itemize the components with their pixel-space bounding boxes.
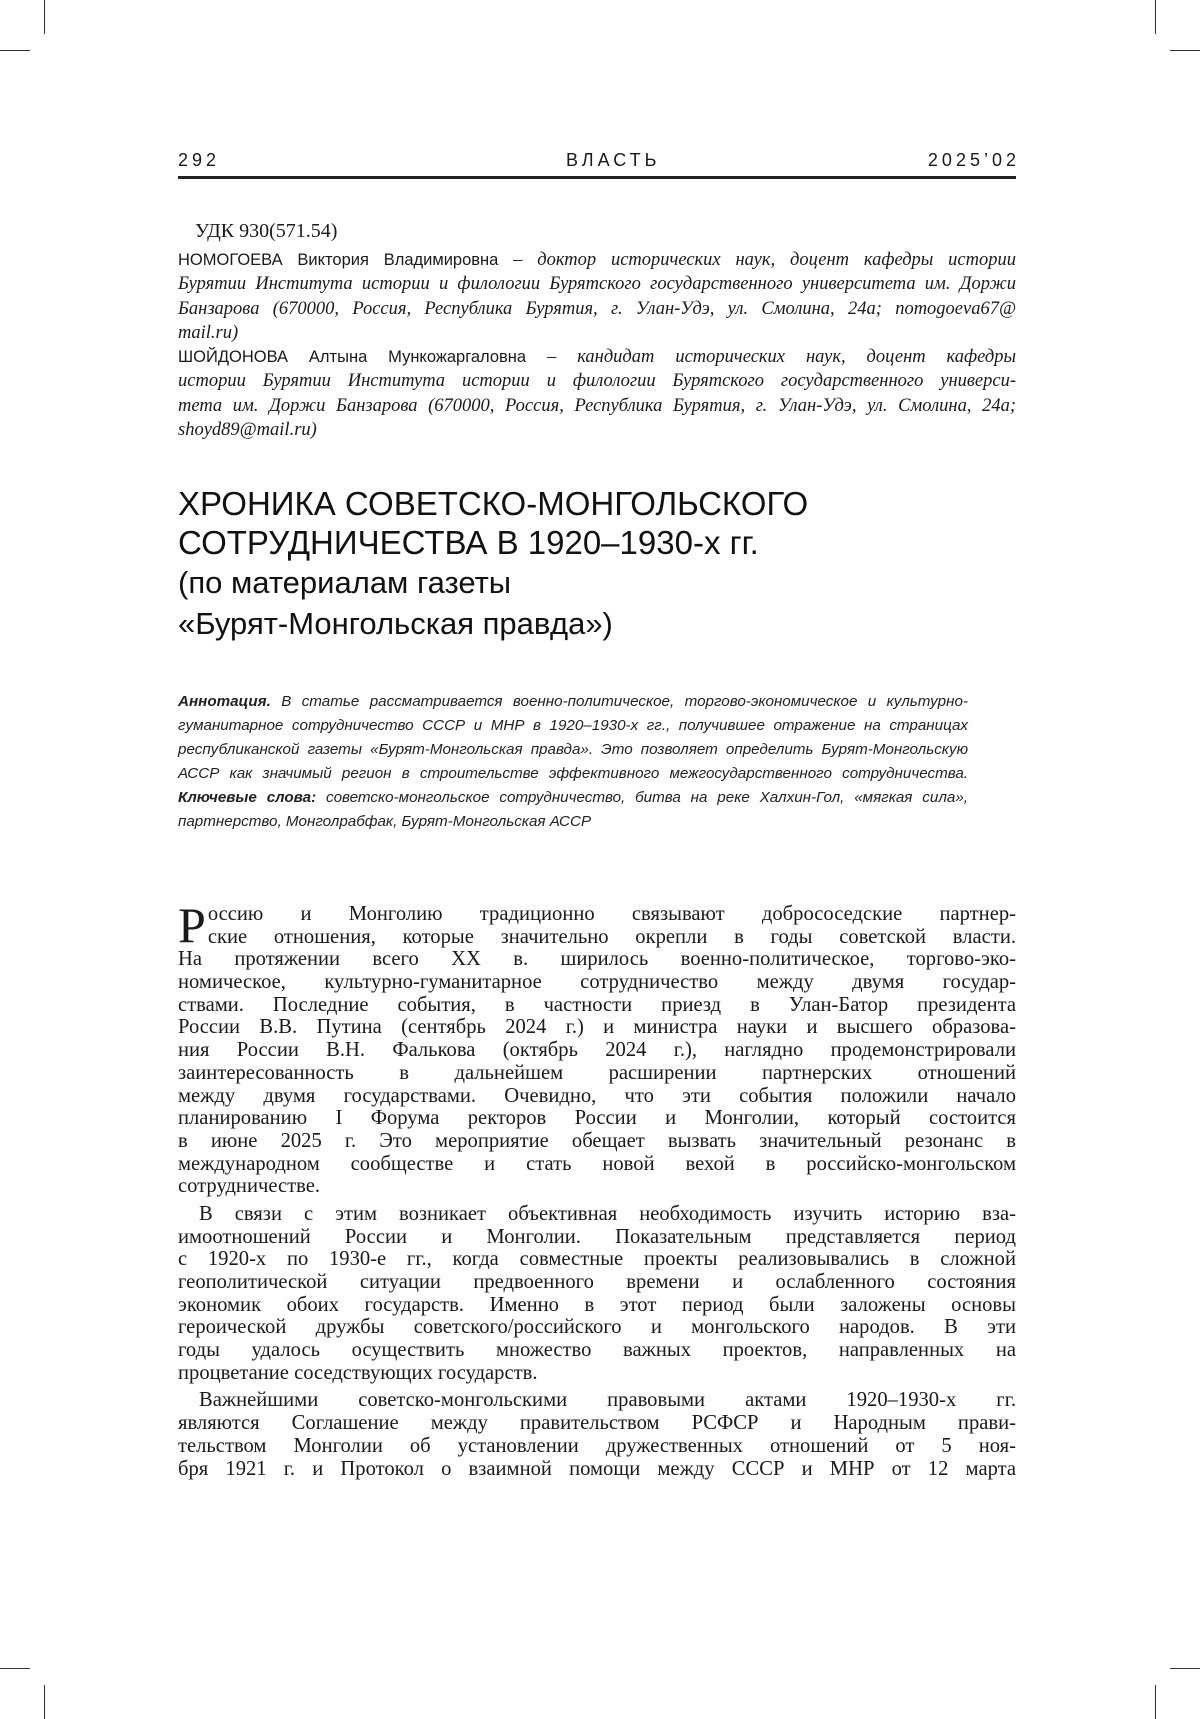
body-line: бря 1921 г. и Протокол о взаимной помощи между СССР и МНР от 12 марта <box>178 1457 1016 1480</box>
page-number: 292 <box>178 150 221 170</box>
body-line: оссию и Монголию традиционно связывают добрососедские партнер- <box>207 903 1016 925</box>
article-body <box>178 897 1016 1485</box>
body-line: ствами. Последние события, в частности приезд в Улан-Батор президента <box>178 993 1016 1016</box>
body-line: имоотношений России и Монголии. Показательным представляется период <box>178 1225 1016 1248</box>
author-line: shoyd89@mail.ru) <box>178 420 317 441</box>
author-name: НОМОГОЕВА Виктория Владимировна <box>178 251 499 269</box>
crop-mark <box>1155 0 1156 34</box>
body-line: годы удалось осуществить множество важных проектов, направленных на <box>178 1339 1016 1362</box>
body-line: в июне 2025 г. Это мероприятие обещает вызвать значительный резонанс в <box>178 1129 1016 1152</box>
author-line: Бурятии Института истории и филологии Бурятского государственного университета им. Доржи <box>178 274 1016 295</box>
crop-mark <box>1155 1685 1156 1719</box>
body-line: номическое, культурно-гуманитарное сотрудничество между двумя государ- <box>178 971 1016 994</box>
author-line: ШОЙДОНОВА Алтына Мункожаргаловна – кандидат исторических наук, доцент кафедры <box>178 347 1016 368</box>
journal-name: ВЛАСТЬ <box>566 150 661 170</box>
paragraph <box>178 1203 1016 1385</box>
body-line: Важнейшими советско-монгольскими правовыми актами 1920–1930-х гг. <box>199 1389 1016 1412</box>
keywords: Ключевые слова: советско-монгольское сотрудничество, битва на реке Халхин-Гол, «мягкая сила», <box>178 789 968 806</box>
title-line: (по материалам газеты <box>178 565 512 600</box>
abstract: Аннотация. В статье рассматривается военно-политическое, торгово-экономическое и культурно- гуманитарное сотрудничество СССР и МНР в 1920–1930-х гг., получившее отражение на страницах республиканской газеты «Бурят-Монгольская правда». Это позволяет определить Бурят-Монгольскую АССР как значимый регион в строительстве эффективного межгосударственного сотрудничества. Ключевые слова: советско-монгольское сотрудничество, битва на реке Халхин-Гол, «мягкая сила», партнерство, Монголрабфак, Бурят-Монгольская АССР <box>178 693 968 830</box>
paragraph <box>178 1389 1016 1480</box>
title-line: «Бурят-Монгольская правда») <box>178 606 613 641</box>
body-line: геополитической ситуации предвоенного времени и ослабленного состояния <box>178 1271 1016 1293</box>
body-line: международном сообществе и стать новой вехой в российско-монгольском <box>178 1152 1016 1175</box>
crop-mark <box>0 50 30 51</box>
body-line: между двумя государствами. Очевидно, что эти события положили начало <box>178 1084 1016 1107</box>
author-line: истории Бурятии Института истории и филологии Бурятского государственного универси- <box>178 371 1016 392</box>
running-header <box>178 150 1020 179</box>
udk-code: УДК 930(571.54) <box>195 220 338 242</box>
crop-mark <box>0 1668 30 1669</box>
author-name: ШОЙДОНОВА Алтына Мункожаргаловна <box>178 348 527 367</box>
body-line: ские отношения, которые значительно окрепли в годы советской власти. <box>207 925 1016 948</box>
author-line: тета им. Доржи Банзарова (670000, Россия, Республика Бурятия, г. Улан-Удэ, ул. Смолина, 24а; <box>178 395 1016 416</box>
crop-mark <box>1170 50 1200 51</box>
crop-mark <box>44 1685 45 1719</box>
body-line: планированию I Форума ректоров России и Монголии, который состоится <box>178 1107 1016 1130</box>
body-line: России В.В. Путина (сентябрь 2024 г.) и министра науки и высшего образова- <box>178 1016 1016 1039</box>
keywords-label: Ключевые слова: <box>178 789 317 806</box>
issue-number: 2025’02 <box>927 150 1020 170</box>
title-line: ХРОНИКА СОВЕТСКО-МОНГОЛЬСКОГО <box>178 485 809 522</box>
article-title <box>178 484 808 644</box>
body-line: тельством Монголии об установлении дружественных отношений от 5 ноя- <box>178 1434 1016 1457</box>
body-line: экономик обоих государств. Именно в этот период были заложены основы <box>178 1293 1016 1316</box>
crop-mark <box>44 0 45 34</box>
author-line: Банзарова (670000, Россия, Республика Бурятия, г. Улан-Удэ, ул. Смолина, 24а; nomogoeva67@ <box>178 298 1016 319</box>
body-line: процветание соседствующих государств. <box>178 1361 538 1384</box>
author-line: НОМОГОЕВА Виктория Владимировна – доктор исторических наук, доцент кафедры истории <box>178 250 1016 270</box>
body-line: героической дружбы советского/российского и монгольского народов. В эти <box>178 1316 1016 1339</box>
drop-cap: Р <box>178 897 206 953</box>
body-line: На протяжении всего XX в. ширилось военно-политическое, торгово-эко- <box>178 948 1016 971</box>
title-line: СОТРУДНИЧЕСТВА В 1920–1930-х гг. <box>178 524 759 561</box>
body-line: ния России В.Н. Фалькова (октябрь 2024 г.), наглядно продемонстрировали <box>178 1039 1016 1062</box>
author-info <box>178 248 1016 442</box>
body-line: сотрудничестве. <box>178 1175 321 1198</box>
body-line: заинтересованность в дальнейшем расширении партнерских отношений <box>178 1061 1016 1084</box>
body-line: В связи с этим возникает объективная необходимость изучить историю вза- <box>199 1202 1016 1225</box>
body-line: с 1920-х по 1930-е гг., когда совместные проекты реализовывались в сложной <box>178 1248 1016 1271</box>
paragraph <box>178 897 1016 1198</box>
body-line: являются Соглашение между правительством РСФСР и Народным прави- <box>178 1412 1016 1435</box>
author-line: mail.ru) <box>178 322 239 343</box>
abstract-label: Аннотация. <box>178 693 271 710</box>
crop-mark <box>1170 1668 1200 1669</box>
